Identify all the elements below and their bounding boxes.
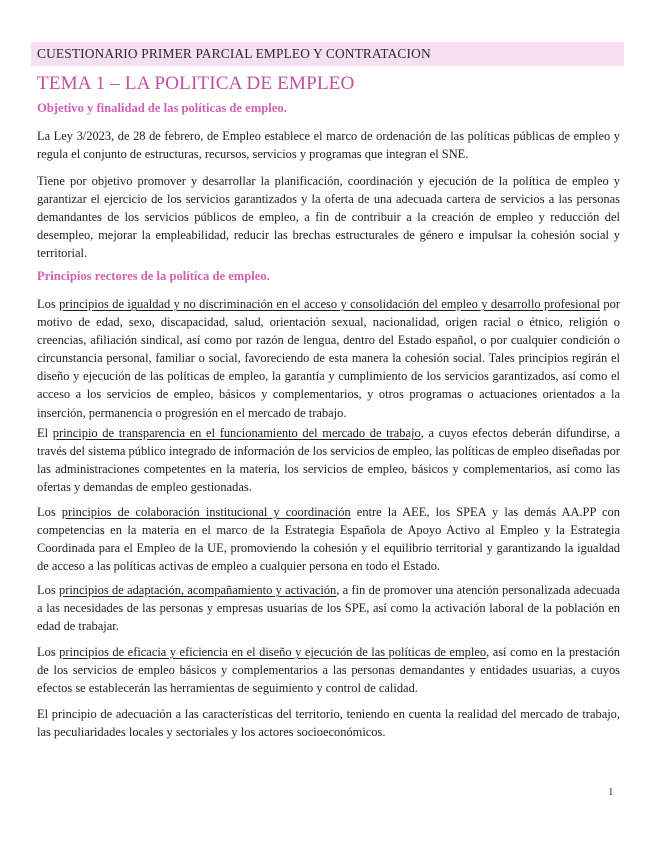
- paragraph-lead: Los: [37, 583, 59, 597]
- paragraph-body: por motivo de edad, sexo, discapacidad, salud, orientación sexual, nacionalidad, origen racial o étnico, religión o creencias, afiliación sindical, así como por razón de lengua, dentro del Estado español, o por cualquier condición o circunstancia personal, familiar o social, favoreciendo de esta manera la cohesión social. Tales principios regirán el diseño y ejecución de las políticas de empleo, la garantía y cumplimiento de los servicios garantizados, así como el acceso a los servicios de empleo, básicos y complementarios, y otros programas o actuaciones orientados a la inserción, permanencia o progresión en el mercado de trabajo.: [37, 297, 620, 420]
- document-header-title: CUESTIONARIO PRIMER PARCIAL EMPLEO Y CONTRATACION: [37, 46, 431, 61]
- paragraph-body: , a fin de promover una atención personalizada adecuada a las necesidades de las personas y empresas usuarias de los SPE, así como la activación laboral de la población en edad de trabajar.: [37, 583, 620, 634]
- tema-title: TEMA 1 – LA POLITICA DE EMPLEO: [37, 73, 355, 94]
- section-heading-principios: Principios rectores de la política de empleo.: [37, 269, 270, 283]
- underlined-principle: principios de adaptación, acompañamiento y activación: [58, 583, 337, 597]
- paragraph-principio-adaptacion: [37, 581, 620, 635]
- paragraph-body: , así como en la prestación de los servicios de empleo básicos y complementarios a las personas demandantes y entidades usuarias, a cuyos efectos se establecerán las herramientas de seguimiento y control de calidad.: [37, 645, 621, 696]
- paragraph-principio-colaboracion: [37, 503, 620, 575]
- paragraph-principio-eficacia: [37, 643, 620, 697]
- underlined-principle: principios de eficacia y eficiencia en el diseño y ejecución de las políticas de empleo: [59, 645, 487, 659]
- paragraph-ley-empleo: La Ley 3/2023, de 28 de febrero, de Empleo establece el marco de ordenación de las políticas públicas de empleo y regula el conjunto de estructuras, recursos, servicios y programas que integran el SNE.: [37, 129, 620, 162]
- paragraph-body: , a cuyos efectos deberán difundirse, a través del sistema público integrado de información de los servicios de empleo, las políticas de empleo diseñadas por las administraciones competentes en la materia, los servicios de empleo, básicos y complementarios, así como las ofertas y demandas de empleo gestionadas.: [37, 426, 621, 495]
- section-heading-objetivo: Objetivo y finalidad de las políticas de empleo.: [37, 101, 287, 115]
- paragraph-objetivo: Tiene por objetivo promover y desarrollar la planificación, coordinación y ejecución de la política de empleo y garantizar el ejercicio de los servicios garantizados y la oferta de una adecuada cartera de servicios a las personas demandantes de los servicios públicos de empleo, a fin de contribuir a la creación de empleo y reducción del desempleo, mejorar la empleabilidad, reducir las brechas estructurales de género e impulsar la cohesión social y territorial.: [37, 174, 620, 261]
- paragraph-principio-igualdad: [37, 295, 620, 422]
- paragraph-lead: Los: [37, 297, 60, 311]
- underlined-principle: principios de colaboración institucional y coordinación: [61, 505, 351, 519]
- paragraph-lead: Los: [37, 645, 60, 659]
- paragraph-body: entre la AEE, los SPEA y las demás AA.PP con competencias en la materia en el marco de la Estrategia Española de Apoyo Activo al Empleo y la Estrategia Coordinada para el Empleo de la UE, promoviendo la cohesión y el equilibrio territorial y garantizando la igualdad de acceso a las políticas activas de empleo a cualquier persona en todo el Estado.: [37, 505, 620, 574]
- paragraph-lead: El: [37, 426, 53, 440]
- paragraph-principio-transparencia: [37, 424, 620, 496]
- paragraph-lead: Los: [37, 505, 62, 519]
- paragraph-principio-adecuacion: El principio de adecuación a las características del territorio, teniendo en cuenta la realidad del mercado de trabajo, las peculiaridades locales y sectoriales y los actores socioeconómicos.: [37, 707, 620, 740]
- underlined-principle: principios de igualdad y no discriminación en el acceso y consolidación del empleo y desarrollo profesional: [59, 297, 600, 311]
- underlined-principle: principio de transparencia en el funcionamiento del mercado de trabajo: [52, 426, 421, 440]
- page-number: 1: [608, 786, 614, 798]
